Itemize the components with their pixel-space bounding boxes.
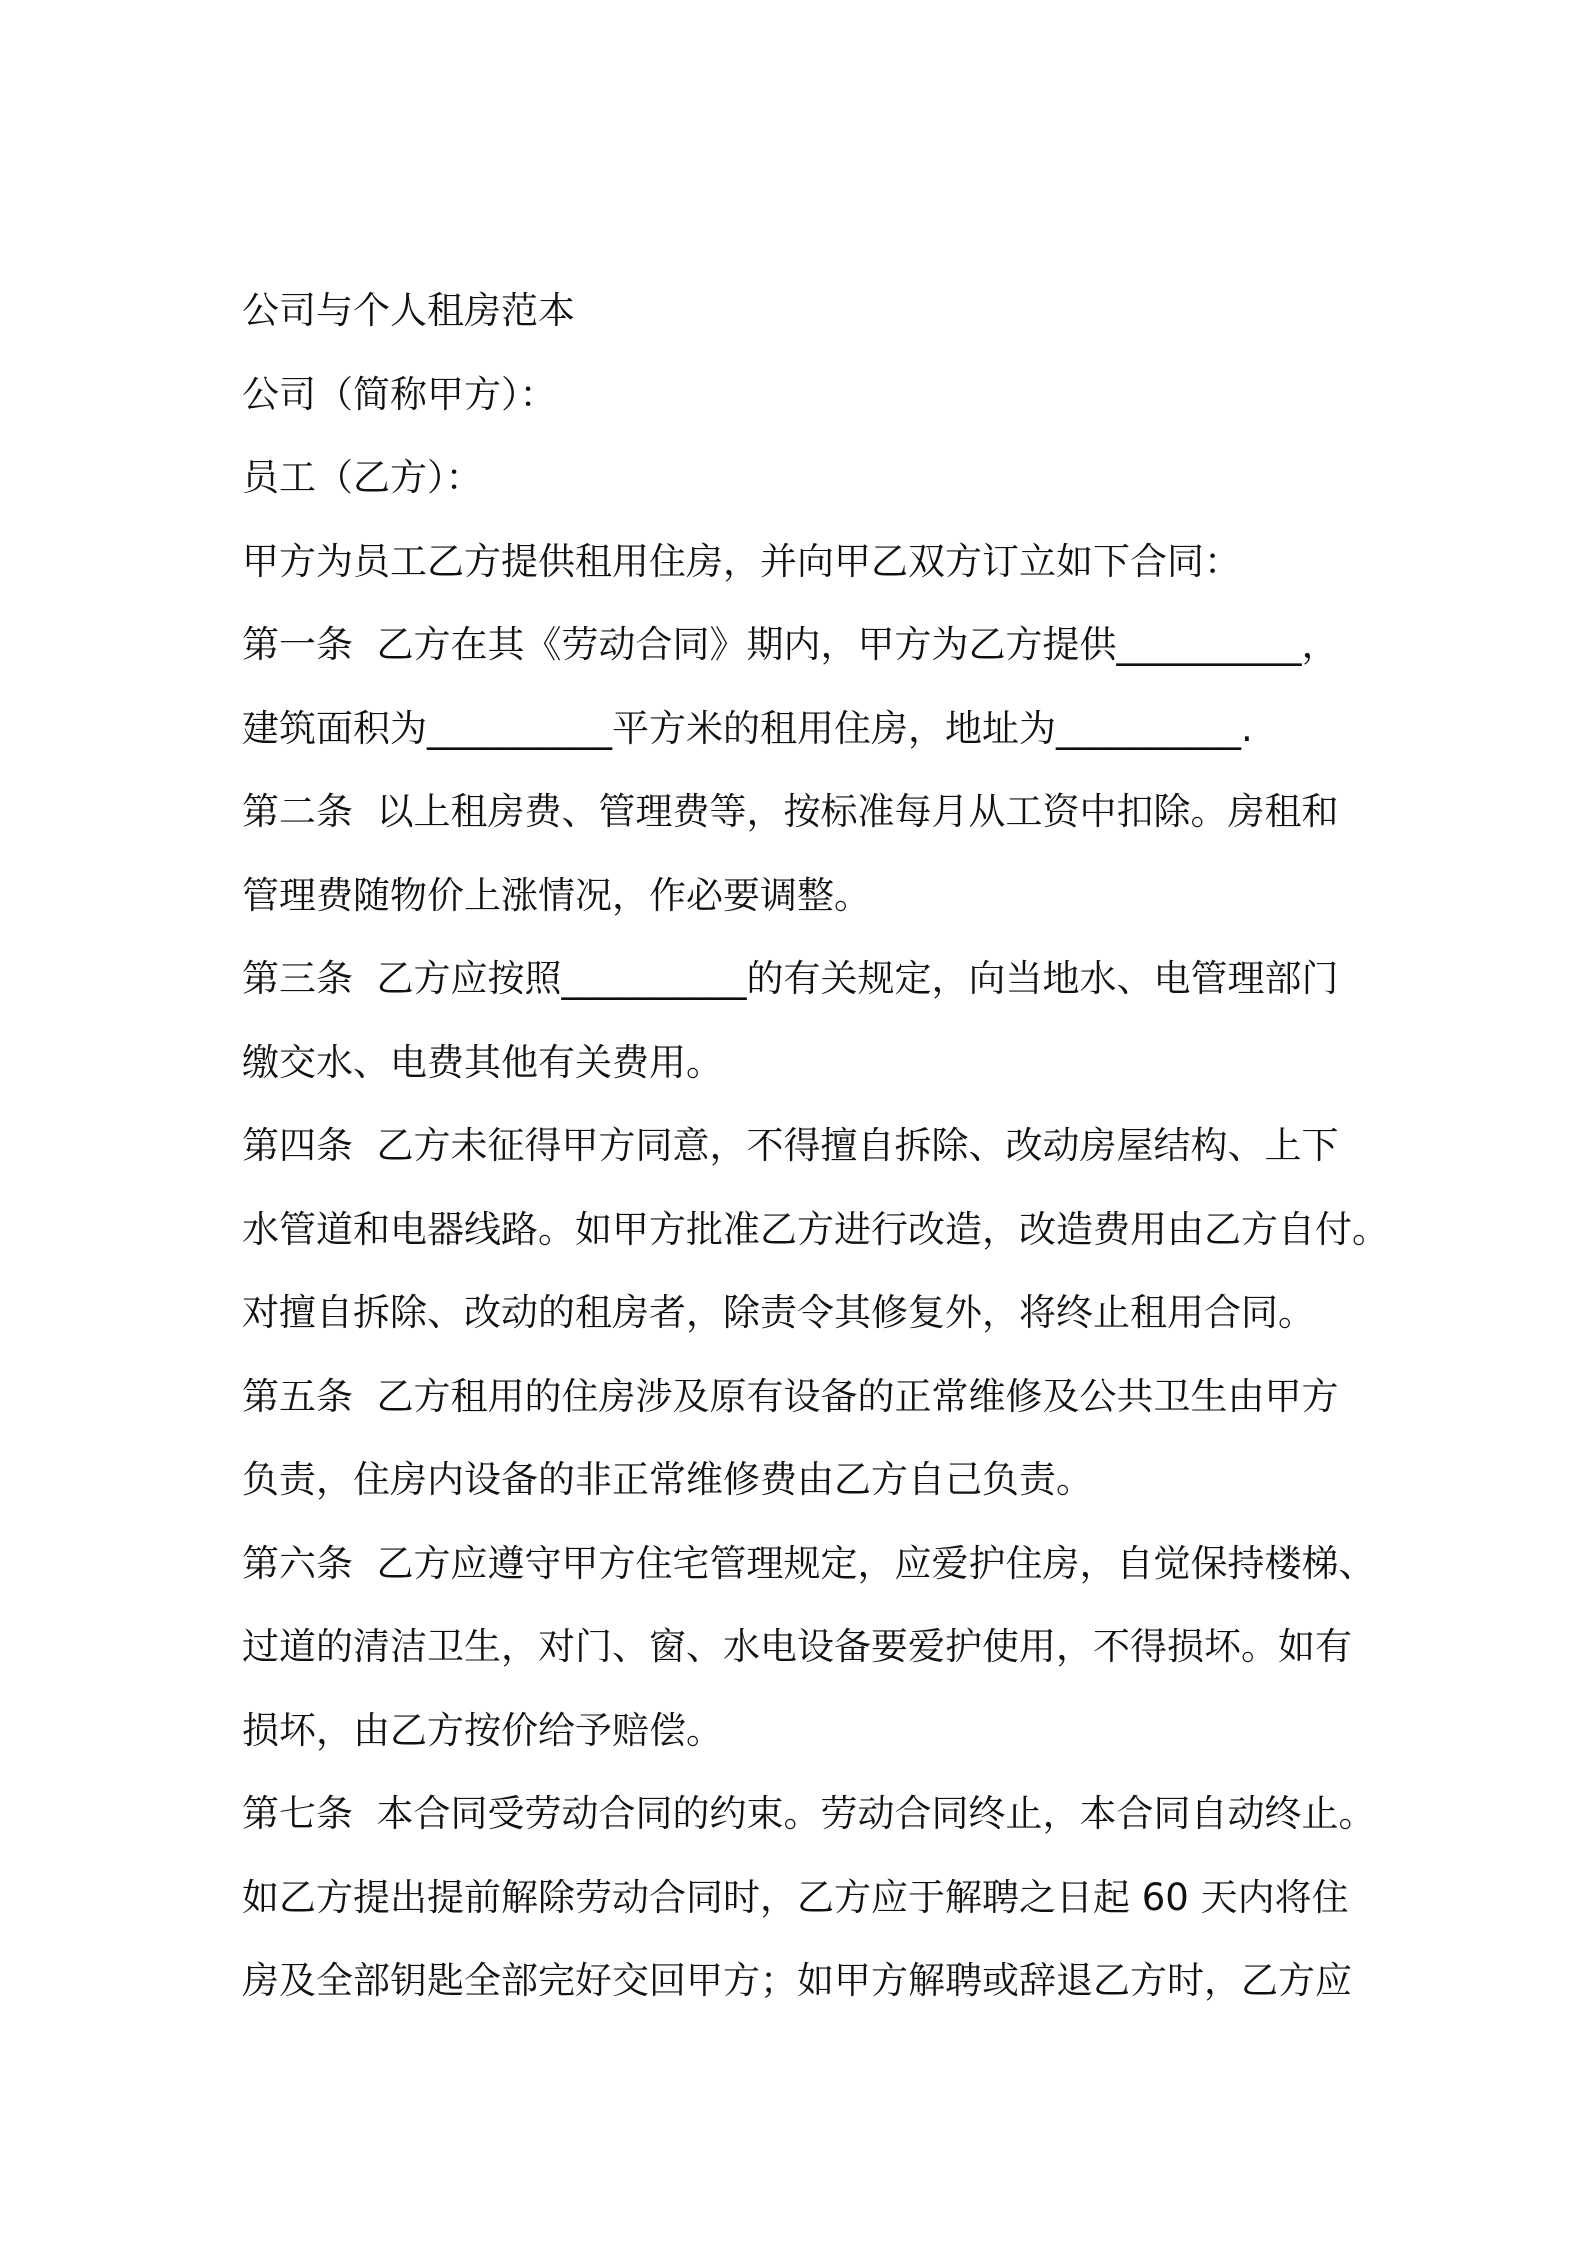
article-1-line-2: 建筑面积为__________平方米的租用住房，地址为__________. [242, 706, 1253, 750]
article-6-line-1: 第六条 乙方应遵守甲方住宅管理规定，应爱护住房，自觉保持楼梯、 [242, 1541, 1376, 1585]
document-body [242, 282, 1389, 2036]
preamble-line: 甲方为员工乙方提供租用住房，并向甲乙双方订立如下合同： [242, 539, 1241, 583]
article-5-line-2: 负责，住房内设备的非正常维修费由乙方自己负责。 [242, 1458, 1093, 1501]
article-4-line-1: 第四条 乙方未征得甲方同意，不得擅自拆除、改动房屋结构、上下 [242, 1124, 1339, 1167]
article-2-line-1: 第二条 以上租房费、管理费等，按标准每月从工资中扣除。房租和 [242, 790, 1339, 833]
article-7-line-2: 如乙方提出提前解除劳动合同时，乙方应于解聘之日起 60 天内将住 [242, 1875, 1349, 1919]
article-4-line-3: 对擅自拆除、改动的租房者，除责令其修复外，将终止租用合同。 [242, 1291, 1315, 1334]
article-3-line-2: 缴交水、电费其他有关费用。 [242, 1040, 723, 1084]
document-title: 公司与个人租房范本 [242, 289, 575, 332]
article-7-line-3: 房及全部钥匙全部完好交回甲方；如甲方解聘或辞退乙方时，乙方应 [242, 1959, 1352, 2002]
article-3-line-1: 第三条 乙方应按照__________的有关规定，向当地水、电管理部门 [242, 957, 1339, 1000]
article-4-line-2: 水管道和电器线路。如甲方批准乙方进行改造，改造费用由乙方自付。 [242, 1207, 1389, 1251]
article-5-line-1: 第五条 乙方租用的住房涉及原有设备的正常维修及公共卫生由甲方 [242, 1374, 1339, 1418]
article-6-line-3: 损坏，由乙方按价给予赔偿。 [242, 1708, 723, 1752]
article-1-line-1: 第一条 乙方在其《劳动合同》期内，甲方为乙方提供__________， [242, 623, 1339, 666]
article-7-line-1: 第七条 本合同受劳动合同的约束。劳动合同终止，本合同自动终止。 [242, 1792, 1376, 1835]
party-b-line: 员工（乙方）： [242, 456, 483, 499]
article-2-line-2: 管理费随物价上涨情况，作必要调整。 [242, 873, 871, 917]
party-a-line: 公司（简称甲方）： [242, 372, 557, 416]
article-6-line-2: 过道的清洁卫生，对门、窗、水电设备要爱护使用，不得损坏。如有 [242, 1625, 1352, 1668]
